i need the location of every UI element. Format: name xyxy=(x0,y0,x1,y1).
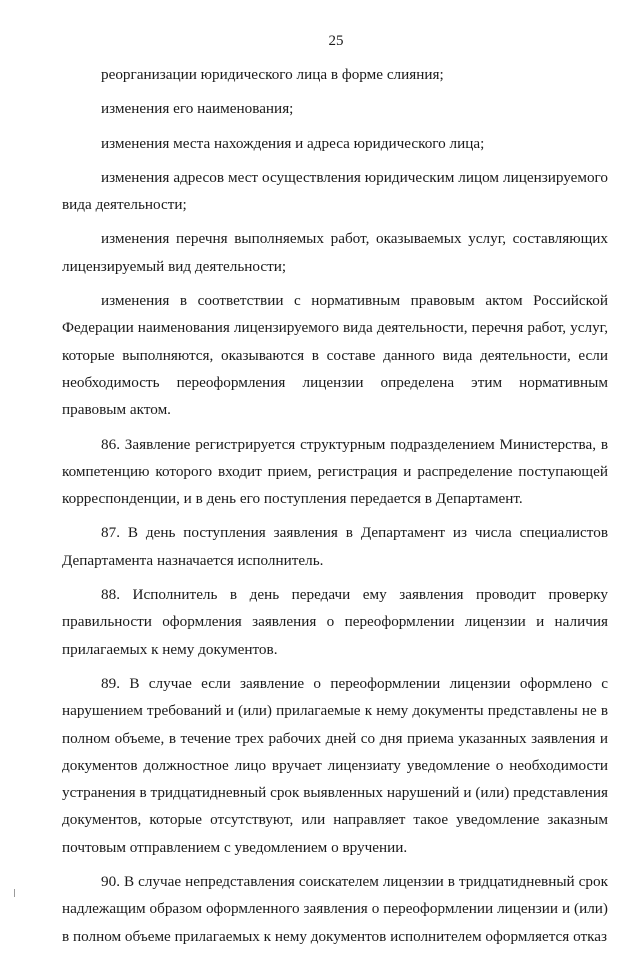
paragraph-89: 89. В случае если заявление о переоформлении лицензии оформлено с нарушением требований и (или) прилагаемые к нему документы представлены не в полном объеме, в течение трех рабочих дней со дня приема указанных заявления и документов должностное лицо вручает лицензиату уведомление о необходимости устранения в тридцатидневный срок выявленных нарушений и (или) представления документов, которые отсутствуют, или направляет такое уведомление заказным почтовым отправлением с уведомлением о вручении. xyxy=(62,674,608,856)
scan-edge-mark xyxy=(14,889,15,897)
paragraph: изменения места нахождения и адреса юридического лица; xyxy=(101,134,485,152)
paragraph: изменения в соответствии с нормативным правовым актом Российской Федерации наименования лицензируемого вида деятельности, перечня работ, услуг, которые выполняются, оказываются в составе данного вида деятельности, если необходимость переоформления лицензии определена этим нормативным правовым актом. xyxy=(62,292,608,419)
paragraph-86: 86. Заявление регистрируется структурным подразделением Министерства, в компетенцию которого входит прием, регистрация и распределение поступающей корреспонденции, и в день его поступления передается в Департамент. xyxy=(62,435,608,508)
paragraph: реорганизации юридического лица в форме слияния; xyxy=(101,66,444,83)
paragraph-90: 90. В случае непредставления соискателем лицензии в тридцатидневный срок надлежащим образом оформленного заявления о переоформлении лицензии и (или) в полном объеме прилагаемых к нему документов исполнителем оформляется отказ xyxy=(62,873,608,945)
paragraph: изменения перечня выполняемых работ, оказываемых услуг, составляющих лицензируемый вид деятельности; xyxy=(62,230,608,275)
page-number: 25 xyxy=(328,33,344,49)
paragraph-88: 88. Исполнитель в день передачи ему заявления проводит проверку правильности оформления заявления о переоформлении лицензии и наличия прилагаемых к нему документов. xyxy=(62,586,608,658)
paragraph: изменения адресов мест осуществления юридическим лицом лицензируемого вида деятельности; xyxy=(62,168,608,214)
paragraph-87: 87. В день поступления заявления в Департамент из числа специалистов Департамента назначается исполнитель. xyxy=(62,524,608,569)
document-body xyxy=(62,61,608,957)
paragraph: изменения его наименования; xyxy=(101,100,294,118)
